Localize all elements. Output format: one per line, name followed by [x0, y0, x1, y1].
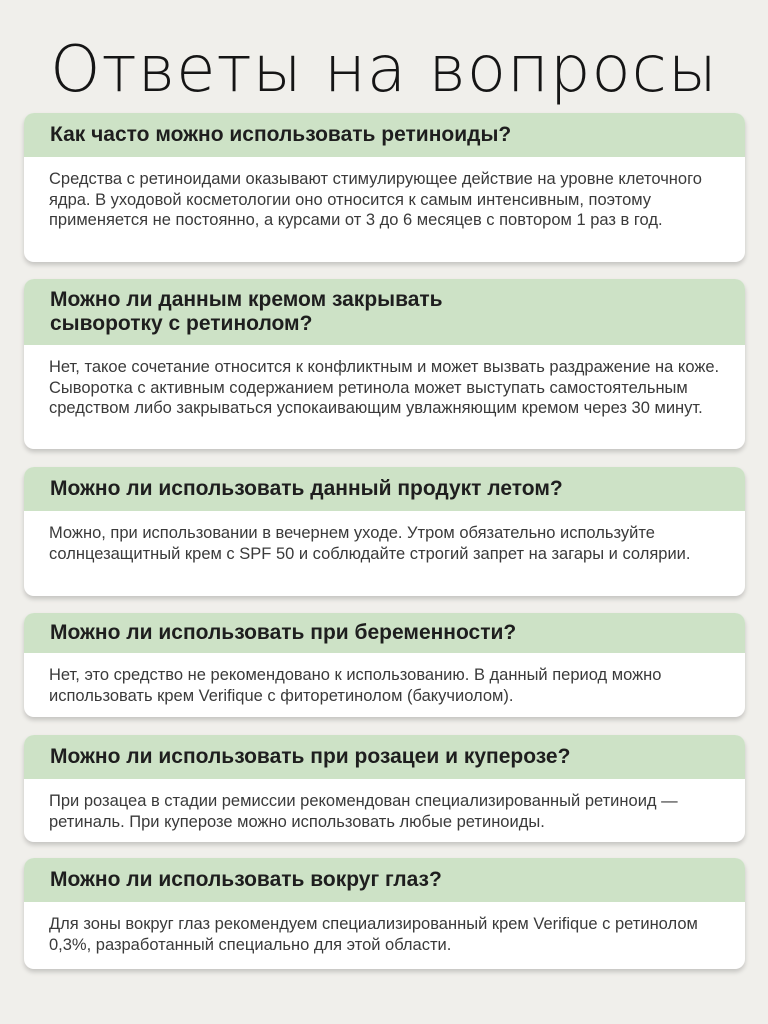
faq-question: Можно ли использовать данный продукт летом? [24, 467, 745, 511]
faq-card-eye-area [24, 858, 745, 969]
faq-card-rosacea [24, 735, 745, 842]
page-title: Ответы на вопросы [50, 33, 718, 107]
faq-question: Можно ли использовать при беременности? [24, 613, 745, 653]
faq-question: Можно ли использовать вокруг глаз? [24, 858, 745, 902]
faq-answer: Для зоны вокруг глаз рекомендуем специализированный крем Verifique с ретинолом 0,3%, разработанный специально для этой области. [49, 915, 698, 954]
faq-answer: Нет, такое сочетание относится к конфликтным и может вызвать раздражение на коже. Сыворотка с активным содержанием ретинола может выступать самостоятельным средством либо закрываться успокаивающим увлажняющим кремом через 30 минут. [49, 358, 720, 417]
faq-answer: Нет, это средство не рекомендовано к использованию. В данный период можно использовать крем Verifique с фиторетинолом (бакучиолом). [49, 666, 662, 705]
faq-answer: Можно, при использовании в вечернем уходе. Утром обязательно используйте солнцезащитный крем с SPF 50 и соблюдайте строгий запрет на загары и солярии. [49, 524, 691, 563]
faq-card-serum-combination [24, 279, 745, 449]
faq-question: Можно ли данным кремом закрывать сыворотку с ретинолом? [24, 279, 745, 345]
faq-card-summer-use [24, 467, 745, 596]
faq-answer: Средства с ретиноидами оказывают стимулирующее действие на уровне клеточного ядра. В уходовой косметологии оно относится к самым интенсивным, поэтому применяется не постоянно, а курсами от 3 до 6 месяцев с повтором 1 раз в год. [49, 170, 702, 229]
faq-card-frequency [24, 113, 745, 262]
faq-question: Как часто можно использовать ретиноиды? [24, 113, 745, 157]
faq-question: Можно ли использовать при розацеи и куперозе? [24, 735, 745, 779]
faq-card-pregnancy [24, 613, 745, 717]
faq-answer: При розацеа в стадии ремиссии рекомендован специализированный ретиноид — ретиналь. При куперозе можно использовать любые ретиноиды. [49, 792, 678, 831]
